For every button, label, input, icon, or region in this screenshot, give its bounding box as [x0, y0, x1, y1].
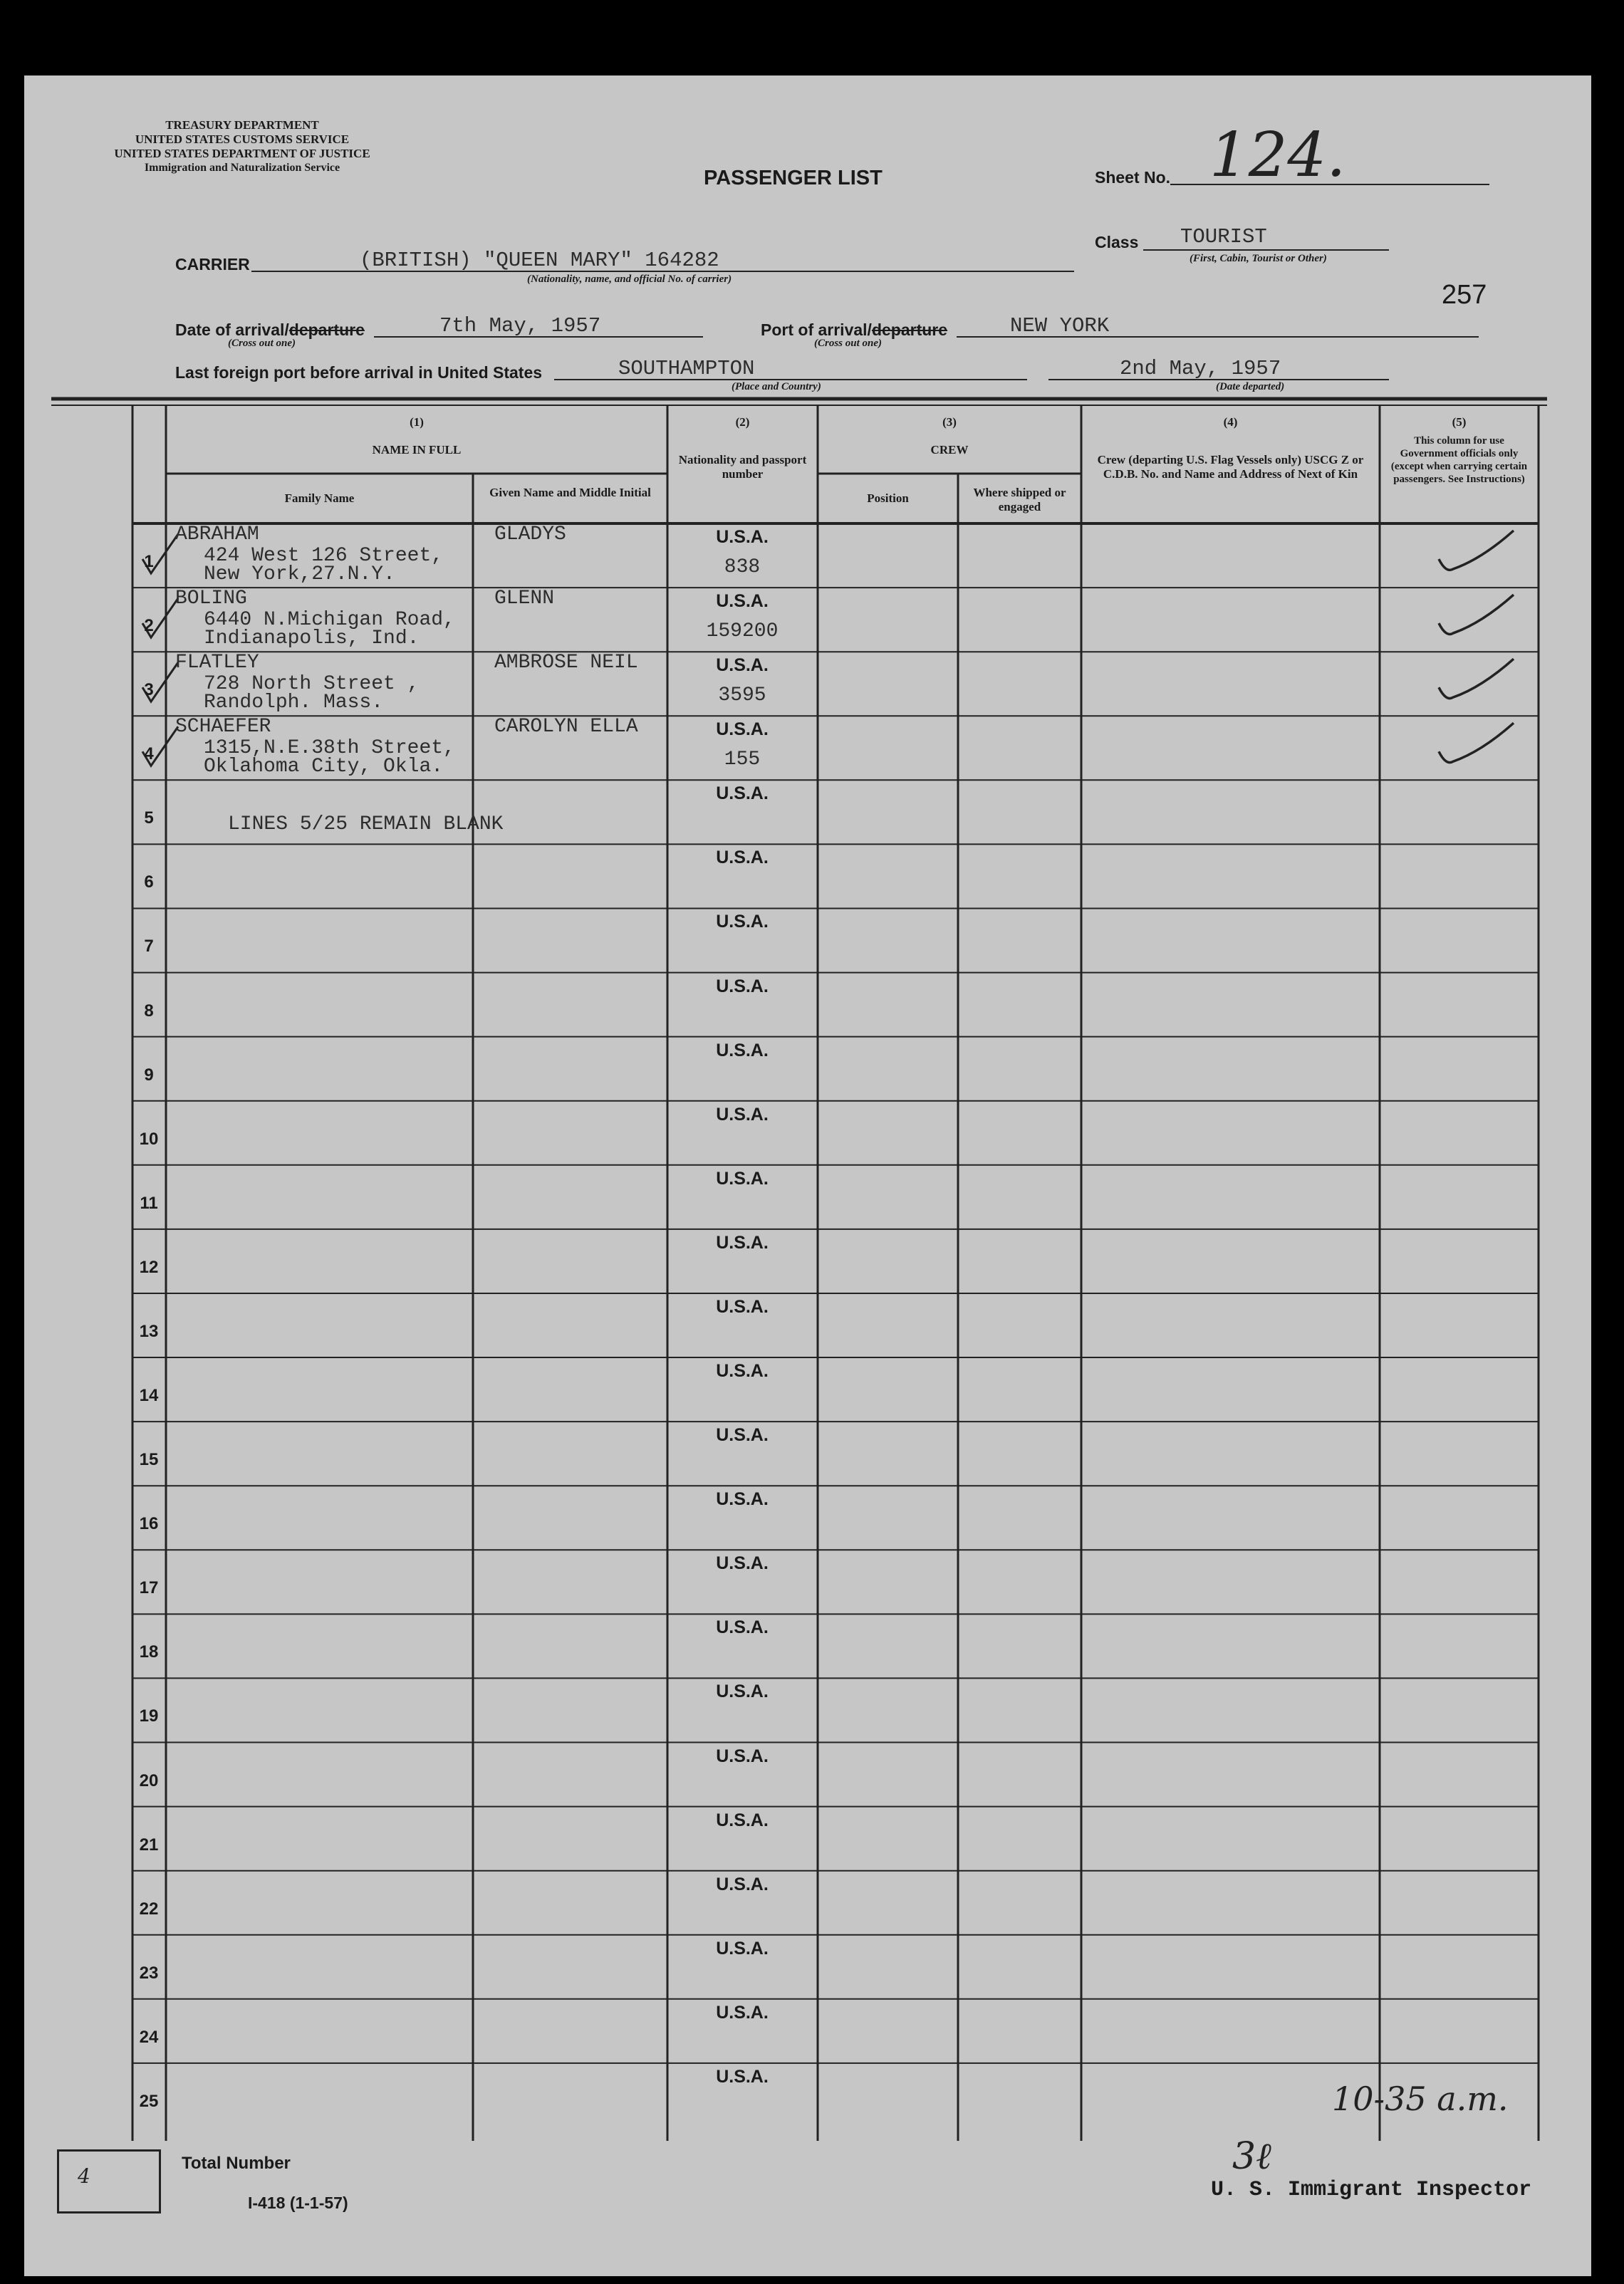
check-mark-icon [1439, 723, 1514, 762]
passenger-given-name: AMBROSE NEIL [494, 652, 638, 674]
agency-customs: UNITED STATES CUSTOMS SERVICE [135, 132, 350, 146]
row-number: 15 [139, 1450, 159, 1470]
passenger-address-line-1: 424 West 126 Street, [204, 545, 444, 567]
passenger-given-name: GLENN [494, 588, 555, 610]
passenger-given-name: GLADYS [494, 523, 566, 546]
agency-ins: Immigration and Naturalization Service [144, 162, 340, 174]
col-government-use: This column for use Government officials only (except when carrying certain passengers. See Instructions) [1390, 435, 1528, 485]
row-nationality: U.S.A. [716, 848, 769, 868]
row-number: 1 [144, 552, 154, 571]
passenger-passport-number: 159200 [706, 620, 779, 643]
row-number: 20 [139, 1771, 159, 1790]
col-crew: CREW [930, 443, 969, 457]
class-value: TOURIST [1180, 225, 1267, 249]
col-given-name: Given Name and Middle Initial [489, 486, 651, 499]
row-number: 21 [139, 1835, 159, 1855]
row-nationality: U.S.A. [716, 2066, 769, 2087]
row-number: 19 [139, 1706, 159, 1726]
row-number: 11 [140, 1193, 158, 1213]
row-nationality: U.S.A. [716, 912, 769, 932]
row-nationality: U.S.A. [716, 1296, 769, 1317]
row-nationality: U.S.A. [716, 1617, 769, 1638]
passenger-address-line-2: Indianapolis, Ind. [204, 627, 420, 650]
row-number: 25 [139, 2091, 159, 2111]
form-code: I-418 (1-1-57) [248, 2194, 348, 2212]
row-nationality: U.S.A. [716, 976, 769, 996]
total-number-value: 4 [78, 2164, 90, 2188]
row-number: 6 [144, 872, 154, 892]
last-port-caption: (Place and Country) [732, 381, 821, 392]
col-crew-flag: Crew (departing U.S. Flag Vessels only) USCG Z or C.D.B. No. and Name and Address of Next of Kin [1097, 453, 1364, 481]
row-number: 14 [139, 1386, 159, 1406]
carrier-caption: (Nationality, name, and official No. of carrier) [527, 273, 732, 285]
port-arrival-value: NEW YORK [1010, 314, 1110, 338]
passenger-address-line-2: Oklahoma City, Okla. [204, 756, 444, 778]
form-title: PASSENGER LIST [704, 167, 883, 189]
sheet-no-label: Sheet No. [1095, 168, 1171, 187]
col-position: Position [867, 491, 909, 505]
passenger-passport-number: 3595 [718, 684, 766, 707]
row-nationality: U.S.A. [716, 1040, 769, 1060]
col-family-name: Family Name [284, 491, 355, 505]
row-number: 7 [144, 937, 154, 956]
row-number: 9 [144, 1065, 154, 1085]
date-arrival-struck: departure [288, 320, 365, 339]
row-number: 23 [139, 1963, 159, 1983]
row-nationality: U.S.A. [716, 1425, 769, 1446]
row-nationality: U.S.A. [716, 1361, 769, 1382]
row-nationality: U.S.A. [716, 591, 769, 612]
row-number: 16 [139, 1514, 159, 1534]
row-number: 17 [139, 1578, 159, 1598]
page-number: 257 [1442, 280, 1487, 310]
row-number: 3 [144, 680, 154, 700]
passenger-address-line-2: Randolph. Mass. [204, 692, 384, 714]
passenger-family-name: SCHAEFER [175, 716, 271, 739]
date-arrival-label-text: Date of arrival/ [175, 320, 289, 339]
port-arrival-struck: departure [871, 320, 948, 339]
class-caption: (First, Cabin, Tourist or Other) [1190, 253, 1327, 264]
check-mark-icon [1439, 531, 1514, 570]
agency-justice: UNITED STATES DEPARTMENT OF JUSTICE [114, 147, 370, 160]
row-nationality: U.S.A. [716, 1489, 769, 1510]
class-label: Class [1095, 233, 1139, 251]
total-number-box [57, 2149, 161, 2213]
inspector-title: U. S. Immigrant Inspector [1211, 2178, 1532, 2202]
row-number: 2 [144, 616, 154, 636]
passenger-family-name: ABRAHAM [175, 523, 259, 546]
check-mark-icon [1439, 659, 1514, 698]
passenger-address-line-1: 728 North Street , [204, 673, 420, 696]
passenger-address-line-1: 6440 N.Michigan Road, [204, 609, 455, 632]
sheet-no-value: 124. [1209, 120, 1346, 191]
row-nationality: U.S.A. [716, 1553, 769, 1574]
row-nationality: U.S.A. [716, 1810, 769, 1830]
inspector-signature: 3ℓ [1232, 2135, 1271, 2178]
date-arrival-caption: (Cross out one) [228, 338, 296, 349]
col-5-number: (5) [1452, 415, 1467, 429]
row-number: 12 [139, 1257, 159, 1277]
row-number: 24 [139, 2027, 159, 2047]
col-3-number: (3) [942, 415, 957, 429]
passenger-passport-number: 838 [724, 556, 761, 578]
last-port-label: Last foreign port before arrival in United States [175, 363, 543, 382]
col-2-number: (2) [735, 415, 750, 429]
port-arrival-caption: (Cross out one) [814, 338, 883, 349]
total-number-label: Total Number [182, 2154, 291, 2173]
col-name-in-full: NAME IN FULL [372, 443, 462, 457]
port-arrival-label-text: Port of arrival/ [761, 320, 872, 339]
row-nationality: U.S.A. [716, 1104, 769, 1125]
date-departed-value: 2nd May, 1957 [1120, 357, 1281, 380]
check-mark-icon [1439, 595, 1514, 634]
row-number: 22 [139, 1899, 159, 1919]
last-port-value: SOUTHAMPTON [618, 357, 755, 380]
row-nationality: U.S.A. [716, 1746, 769, 1766]
row-nationality: U.S.A. [716, 1232, 769, 1253]
col-where-shipped: Where shipped or engaged [973, 486, 1066, 513]
passenger-address-line-1: 1315,N.E.38th Street, [204, 737, 455, 760]
row-number: 10 [139, 1129, 159, 1149]
row-number: 18 [139, 1642, 159, 1662]
col-nationality: Nationality and passport number [678, 453, 807, 481]
passenger-family-name: BOLING [175, 588, 247, 610]
lines-remain-blank-note: LINES 5/25 REMAIN BLANK [228, 813, 504, 835]
agency-treasury: TREASURY DEPARTMENT [165, 118, 319, 132]
carrier-value: (BRITISH) "QUEEN MARY" 164282 [360, 249, 719, 272]
passenger-family-name: FLATLEY [175, 652, 259, 674]
row-nationality: U.S.A. [716, 2002, 769, 2023]
row-nationality: U.S.A. [716, 655, 769, 676]
row-nationality: U.S.A. [716, 783, 769, 804]
col-4-number: (4) [1223, 415, 1238, 429]
row-nationality: U.S.A. [716, 1874, 769, 1894]
date-departed-caption: (Date departed) [1216, 381, 1285, 392]
row-nationality: U.S.A. [716, 1938, 769, 1959]
passenger-address-line-2: New York,27.N.Y. [204, 563, 395, 585]
row-number: 8 [144, 1001, 154, 1021]
row-nationality: U.S.A. [716, 527, 769, 547]
handwritten-time: 10-35 a.m. [1332, 2080, 1509, 2118]
row-number: 13 [139, 1321, 159, 1341]
col-1-number: (1) [410, 415, 424, 429]
carrier-label: CARRIER [175, 255, 250, 273]
row-number: 4 [144, 744, 154, 764]
row-nationality: U.S.A. [716, 1168, 769, 1189]
row-number: 5 [144, 808, 154, 828]
row-nationality: U.S.A. [716, 719, 769, 740]
passenger-passport-number: 155 [724, 749, 761, 771]
row-nationality: U.S.A. [716, 1681, 769, 1702]
passenger-given-name: CAROLYN ELLA [494, 716, 638, 739]
date-arrival-value: 7th May, 1957 [439, 314, 601, 338]
